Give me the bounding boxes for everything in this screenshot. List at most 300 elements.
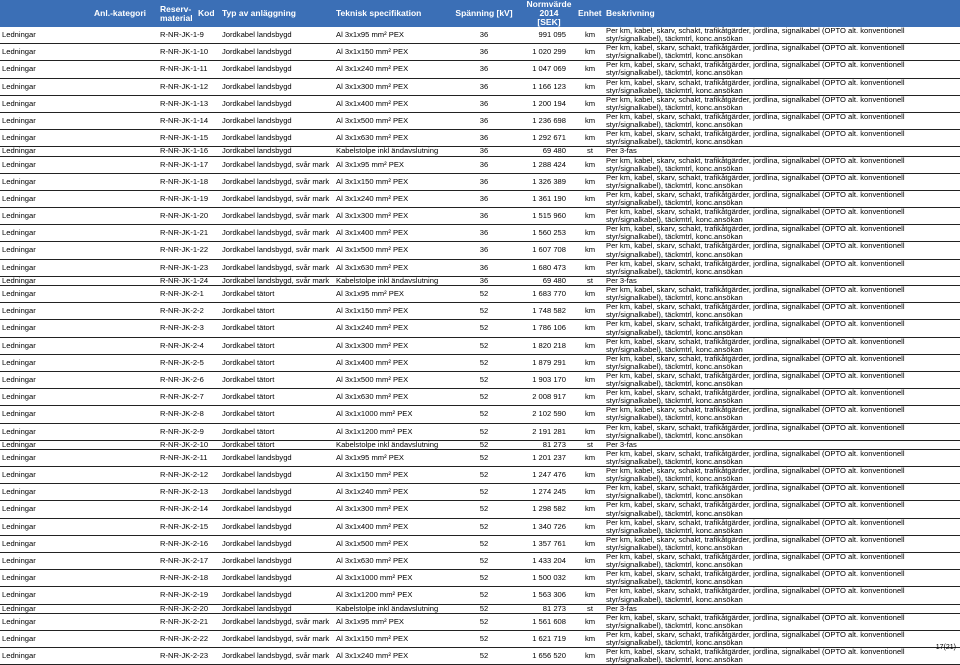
table-row xyxy=(0,570,960,587)
cell-kategori: Ledningar xyxy=(0,147,158,156)
cell-enhet: km xyxy=(576,631,604,648)
cell-kategori: Ledningar xyxy=(0,423,158,440)
cell-spec: Al 3x1x150 mm² PEX xyxy=(334,303,446,320)
cell-typ: Jordkabel landsbygd, svår mark xyxy=(220,225,334,242)
cell-typ: Jordkabel landsbygd, svår mark xyxy=(220,242,334,259)
cell-spanning: 52 xyxy=(446,631,522,648)
cell-spec: Al 3x1x300 mm² PEX xyxy=(334,501,446,518)
cell-kod: R-NR-JK-2-7 xyxy=(158,389,220,406)
cell-spec: Kabelstolpe inkl ändavslutning xyxy=(334,147,446,156)
cell-enhet: km xyxy=(576,225,604,242)
cell-spec: Al 3x1x630 mm² PEX xyxy=(334,130,446,147)
cell-spec: Al 3x1x240 mm² PEX xyxy=(334,61,446,78)
cell-kategori: Ledningar xyxy=(0,173,158,190)
cell-typ: Jordkabel landsbygd xyxy=(220,518,334,535)
cell-kod: R-NR-JK-1-20 xyxy=(158,208,220,225)
cell-kod: R-NR-JK-2-5 xyxy=(158,354,220,371)
cell-enhet: km xyxy=(576,27,604,44)
cell-typ: Jordkabel landsbygd, svår mark xyxy=(220,276,334,285)
table-row xyxy=(0,259,960,276)
cell-normvarde: 81 273 xyxy=(522,604,576,613)
header-anl-kategori: Anl.-kategori xyxy=(0,0,158,27)
table-row xyxy=(0,354,960,371)
cell-spanning: 52 xyxy=(446,535,522,552)
cell-spec: Kabelstolpe inkl ändavslutning xyxy=(334,440,446,449)
cell-beskrivning: Per km, kabel, skarv, schakt, trafikåtgärder, jordlina, signalkabel (OPTO alt. konventionell styr/signalkabel), täckmtrl, konc.ansökan xyxy=(604,173,960,190)
cell-beskrivning: Per 3-fas xyxy=(604,440,960,449)
cell-spec: Al 3x1x95 mm² PEX xyxy=(334,449,446,466)
cell-normvarde: 1 656 520 xyxy=(522,648,576,665)
cell-normvarde: 1 786 106 xyxy=(522,320,576,337)
cell-normvarde: 81 273 xyxy=(522,440,576,449)
cell-kod: R-NR-JK-1-15 xyxy=(158,130,220,147)
cell-typ: Jordkabel landsbygd, svår mark xyxy=(220,208,334,225)
cell-enhet: km xyxy=(576,423,604,440)
cell-normvarde: 1 020 299 xyxy=(522,44,576,61)
cell-spec: Al 3x1x150 mm² PEX xyxy=(334,44,446,61)
cell-spanning: 52 xyxy=(446,449,522,466)
cell-enhet: km xyxy=(576,286,604,303)
cell-normvarde: 1 200 194 xyxy=(522,95,576,112)
cell-kod: R-NR-JK-2-23 xyxy=(158,648,220,665)
cell-beskrivning: Per km, kabel, skarv, schakt, trafikåtgärder, jordlina, signalkabel (OPTO alt. konventionell styr/signalkabel), täckmtrl, konc.ansökan xyxy=(604,587,960,604)
cell-enhet: km xyxy=(576,484,604,501)
cell-kod: R-NR-JK-1-12 xyxy=(158,78,220,95)
cell-spanning: 52 xyxy=(446,518,522,535)
cell-normvarde: 1 047 069 xyxy=(522,61,576,78)
cell-typ: Jordkabel tätort xyxy=(220,371,334,388)
cell-normvarde: 1 433 204 xyxy=(522,553,576,570)
cell-enhet: st xyxy=(576,276,604,285)
cell-normvarde: 1 288 424 xyxy=(522,156,576,173)
header-row xyxy=(0,0,960,27)
cell-enhet: km xyxy=(576,112,604,129)
cell-spanning: 52 xyxy=(446,570,522,587)
cell-kod: R-NR-JK-2-15 xyxy=(158,518,220,535)
cell-spec: Al 3x1x500 mm² PEX xyxy=(334,112,446,129)
cell-typ: Jordkabel tätort xyxy=(220,389,334,406)
cell-spec: Al 3x1x1200 mm² PEX xyxy=(334,587,446,604)
cell-spec: Al 3x1x240 mm² PEX xyxy=(334,190,446,207)
table-row xyxy=(0,371,960,388)
table-row xyxy=(0,501,960,518)
cell-spanning: 36 xyxy=(446,44,522,61)
cell-beskrivning: Per km, kabel, skarv, schakt, trafikåtgärder, jordlina, signalkabel (OPTO alt. konventionell styr/signalkabel), täckmtrl, konc.ansökan xyxy=(604,259,960,276)
cell-normvarde: 1 683 770 xyxy=(522,286,576,303)
cell-spanning: 52 xyxy=(446,286,522,303)
header-spanning: Spänning [kV] xyxy=(446,0,522,27)
cell-enhet: km xyxy=(576,130,604,147)
cell-normvarde: 1 903 170 xyxy=(522,371,576,388)
cell-spec: Al 3x1x150 mm² PEX xyxy=(334,467,446,484)
table-row xyxy=(0,484,960,501)
cell-spec: Al 3x1x400 mm² PEX xyxy=(334,95,446,112)
cell-kategori: Ledningar xyxy=(0,61,158,78)
cell-normvarde: 1 166 123 xyxy=(522,78,576,95)
cell-spec: Al 3x1x1200 mm² PEX xyxy=(334,423,446,440)
cell-typ: Jordkabel tätort xyxy=(220,423,334,440)
cell-kategori: Ledningar xyxy=(0,320,158,337)
cell-typ: Jordkabel landsbygd, svår mark xyxy=(220,613,334,630)
cell-kod: R-NR-JK-2-11 xyxy=(158,449,220,466)
cell-enhet: km xyxy=(576,259,604,276)
table-row xyxy=(0,276,960,285)
cell-normvarde: 1 748 582 xyxy=(522,303,576,320)
cell-typ: Jordkabel landsbygd xyxy=(220,147,334,156)
cell-typ: Jordkabel landsbygd xyxy=(220,467,334,484)
cell-spec: Al 3x1x630 mm² PEX xyxy=(334,389,446,406)
table-row xyxy=(0,320,960,337)
cell-typ: Jordkabel landsbygd, svår mark xyxy=(220,156,334,173)
cell-typ: Jordkabel landsbygd xyxy=(220,27,334,44)
cell-kod: R-NR-JK-2-4 xyxy=(158,337,220,354)
cell-enhet: km xyxy=(576,78,604,95)
cell-kod: R-NR-JK-1-13 xyxy=(158,95,220,112)
cell-typ: Jordkabel landsbygd xyxy=(220,570,334,587)
cell-beskrivning: Per km, kabel, skarv, schakt, trafikåtgärder, jordlina, signalkabel (OPTO alt. konventionell styr/signalkabel), täckmtrl, konc.ansökan xyxy=(604,27,960,44)
cell-typ: Jordkabel landsbygd xyxy=(220,61,334,78)
cell-spanning: 36 xyxy=(446,61,522,78)
cell-kod: R-NR-JK-1-16 xyxy=(158,147,220,156)
cell-spanning: 52 xyxy=(446,423,522,440)
cell-kod: R-NR-JK-1-23 xyxy=(158,259,220,276)
cell-enhet: km xyxy=(576,406,604,423)
cell-beskrivning: Per 3-fas xyxy=(604,147,960,156)
cell-beskrivning: Per km, kabel, skarv, schakt, trafikåtgärder, jordlina, signalkabel (OPTO alt. konventionell styr/signalkabel), täckmtrl, konc.ansökan xyxy=(604,78,960,95)
cell-kod: R-NR-JK-2-16 xyxy=(158,535,220,552)
table-row xyxy=(0,648,960,665)
cell-kod: R-NR-JK-1-10 xyxy=(158,44,220,61)
table-row xyxy=(0,286,960,303)
cell-kod: R-NR-JK-1-17 xyxy=(158,156,220,173)
cell-typ: Jordkabel landsbygd, svår mark xyxy=(220,648,334,665)
cell-spanning: 36 xyxy=(446,242,522,259)
cell-normvarde: 2 191 281 xyxy=(522,423,576,440)
cell-typ: Jordkabel landsbygd xyxy=(220,95,334,112)
cell-beskrivning: Per km, kabel, skarv, schakt, trafikåtgärder, jordlina, signalkabel (OPTO alt. konventionell styr/signalkabel), täckmtrl, konc.ansökan xyxy=(604,449,960,466)
cell-kod: R-NR-JK-2-1 xyxy=(158,286,220,303)
cell-spec: Al 3x1x150 mm² PEX xyxy=(334,631,446,648)
cell-kategori: Ledningar xyxy=(0,27,158,44)
cell-spec: Al 3x1x240 mm² PEX xyxy=(334,648,446,665)
table-row xyxy=(0,406,960,423)
table-row xyxy=(0,27,960,44)
cell-beskrivning: Per km, kabel, skarv, schakt, trafikåtgärder, jordlina, signalkabel (OPTO alt. konventionell styr/signalkabel), täckmtrl, konc.ansökan xyxy=(604,371,960,388)
cell-kategori: Ledningar xyxy=(0,208,158,225)
cell-spec: Al 3x1x400 mm² PEX xyxy=(334,225,446,242)
cell-beskrivning: Per km, kabel, skarv, schakt, trafikåtgärder, jordlina, signalkabel (OPTO alt. konventionell styr/signalkabel), täckmtrl, konc.ansökan xyxy=(604,354,960,371)
cell-kategori: Ledningar xyxy=(0,570,158,587)
header-beskrivning: Beskrivning xyxy=(604,0,960,27)
header-reserv-material: Reserv- material xyxy=(160,3,193,23)
cell-typ: Jordkabel landsbygd xyxy=(220,484,334,501)
cell-beskrivning: Per km, kabel, skarv, schakt, trafikåtgärder, jordlina, signalkabel (OPTO alt. konventionell styr/signalkabel), täckmtrl, konc.ansökan xyxy=(604,467,960,484)
table-row xyxy=(0,156,960,173)
cell-enhet: km xyxy=(576,535,604,552)
cell-normvarde: 1 560 253 xyxy=(522,225,576,242)
table-row xyxy=(0,449,960,466)
cell-beskrivning: Per km, kabel, skarv, schakt, trafikåtgärder, jordlina, signalkabel (OPTO alt. konventionell styr/signalkabel), täckmtrl, konc.ansökan xyxy=(604,648,960,665)
cell-enhet: km xyxy=(576,613,604,630)
table-row xyxy=(0,173,960,190)
cell-enhet: km xyxy=(576,371,604,388)
header-teknisk: Teknisk specifikation xyxy=(334,0,446,27)
cell-normvarde: 1 201 237 xyxy=(522,449,576,466)
cell-enhet: km xyxy=(576,648,604,665)
cell-spanning: 52 xyxy=(446,406,522,423)
cell-spec: Al 3x1x400 mm² PEX xyxy=(334,518,446,535)
cell-enhet: km xyxy=(576,389,604,406)
cell-kod: R-NR-JK-2-18 xyxy=(158,570,220,587)
cell-spec: Al 3x1x95 mm² PEX xyxy=(334,286,446,303)
cell-kod: R-NR-JK-1-11 xyxy=(158,61,220,78)
cell-kategori: Ledningar xyxy=(0,613,158,630)
cell-enhet: km xyxy=(576,61,604,78)
cell-beskrivning: Per km, kabel, skarv, schakt, trafikåtgärder, jordlina, signalkabel (OPTO alt. konventionell styr/signalkabel), täckmtrl, konc.ansökan xyxy=(604,303,960,320)
cell-kategori: Ledningar xyxy=(0,648,158,665)
cell-kategori: Ledningar xyxy=(0,78,158,95)
cell-kategori: Ledningar xyxy=(0,518,158,535)
cell-spanning: 36 xyxy=(446,276,522,285)
cell-enhet: km xyxy=(576,449,604,466)
cell-kategori: Ledningar xyxy=(0,535,158,552)
table-row xyxy=(0,553,960,570)
cell-beskrivning: Per km, kabel, skarv, schakt, trafikåtgärder, jordlina, signalkabel (OPTO alt. konventionell styr/signalkabel), täckmtrl, konc.ansökan xyxy=(604,631,960,648)
cell-beskrivning: Per km, kabel, skarv, schakt, trafikåtgärder, jordlina, signalkabel (OPTO alt. konventionell styr/signalkabel), täckmtrl, konc.ansökan xyxy=(604,553,960,570)
cell-beskrivning: Per 3-fas xyxy=(604,276,960,285)
cell-beskrivning: Per km, kabel, skarv, schakt, trafikåtgärder, jordlina, signalkabel (OPTO alt. konventionell styr/signalkabel), täckmtrl, konc.ansökan xyxy=(604,225,960,242)
cell-normvarde: 1 361 190 xyxy=(522,190,576,207)
cell-typ: Jordkabel landsbygd xyxy=(220,44,334,61)
cell-enhet: km xyxy=(576,320,604,337)
cell-beskrivning: Per km, kabel, skarv, schakt, trafikåtgärder, jordlina, signalkabel (OPTO alt. konventionell styr/signalkabel), täckmtrl, konc.ansökan xyxy=(604,242,960,259)
cell-beskrivning: Per km, kabel, skarv, schakt, trafikåtgärder, jordlina, signalkabel (OPTO alt. konventionell styr/signalkabel), täckmtrl, konc.ansökan xyxy=(604,208,960,225)
cell-enhet: km xyxy=(576,501,604,518)
cell-beskrivning: Per km, kabel, skarv, schakt, trafikåtgärder, jordlina, signalkabel (OPTO alt. konventionell styr/signalkabel), täckmtrl, konc.ansökan xyxy=(604,61,960,78)
cell-enhet: km xyxy=(576,553,604,570)
cell-kategori: Ledningar xyxy=(0,242,158,259)
cell-spec: Al 3x1x95 mm² PEX xyxy=(334,613,446,630)
cell-spanning: 52 xyxy=(446,320,522,337)
cell-kod: R-NR-JK-2-22 xyxy=(158,631,220,648)
cell-typ: Jordkabel landsbygd xyxy=(220,78,334,95)
cell-spanning: 52 xyxy=(446,467,522,484)
cell-spanning: 36 xyxy=(446,156,522,173)
cell-normvarde: 1 247 476 xyxy=(522,467,576,484)
cell-normvarde: 2 008 917 xyxy=(522,389,576,406)
cell-kod: R-NR-JK-2-14 xyxy=(158,501,220,518)
cell-spanning: 52 xyxy=(446,604,522,613)
cell-beskrivning: Per km, kabel, skarv, schakt, trafikåtgärder, jordlina, signalkabel (OPTO alt. konventionell styr/signalkabel), täckmtrl, konc.ansökan xyxy=(604,570,960,587)
cell-kategori: Ledningar xyxy=(0,604,158,613)
cell-beskrivning: Per km, kabel, skarv, schakt, trafikåtgärder, jordlina, signalkabel (OPTO alt. konventionell styr/signalkabel), täckmtrl, konc.ansökan xyxy=(604,286,960,303)
cell-kod: R-NR-JK-1-18 xyxy=(158,173,220,190)
cell-typ: Jordkabel landsbygd xyxy=(220,535,334,552)
cell-kategori: Ledningar xyxy=(0,406,158,423)
table-row xyxy=(0,95,960,112)
cell-kategori: Ledningar xyxy=(0,631,158,648)
cell-kategori: Ledningar xyxy=(0,276,158,285)
cell-spanning: 36 xyxy=(446,173,522,190)
cell-beskrivning: Per km, kabel, skarv, schakt, trafikåtgärder, jordlina, signalkabel (OPTO alt. konventionell styr/signalkabel), täckmtrl, konc.ansökan xyxy=(604,423,960,440)
cell-typ: Jordkabel landsbygd xyxy=(220,130,334,147)
cell-enhet: km xyxy=(576,587,604,604)
cell-enhet: km xyxy=(576,303,604,320)
cell-normvarde: 1 621 719 xyxy=(522,631,576,648)
cell-spanning: 36 xyxy=(446,78,522,95)
cell-enhet: km xyxy=(576,173,604,190)
table-row xyxy=(0,303,960,320)
table-row xyxy=(0,423,960,440)
cell-normvarde: 1 298 582 xyxy=(522,501,576,518)
cell-kategori: Ledningar xyxy=(0,44,158,61)
cell-enhet: st xyxy=(576,147,604,156)
cell-kategori: Ledningar xyxy=(0,225,158,242)
cell-spanning: 52 xyxy=(446,484,522,501)
cell-typ: Jordkabel tätort xyxy=(220,440,334,449)
cell-beskrivning: Per km, kabel, skarv, schakt, trafikåtgärder, jordlina, signalkabel (OPTO alt. konventionell styr/signalkabel), täckmtrl, konc.ansökan xyxy=(604,337,960,354)
cell-beskrivning: Per km, kabel, skarv, schakt, trafikåtgärder, jordlina, signalkabel (OPTO alt. konventionell styr/signalkabel), täckmtrl, konc.ansökan xyxy=(604,501,960,518)
cell-typ: Jordkabel tätort xyxy=(220,337,334,354)
cell-typ: Jordkabel landsbygd xyxy=(220,587,334,604)
cell-enhet: km xyxy=(576,44,604,61)
cell-kod: R-NR-JK-1-19 xyxy=(158,190,220,207)
cell-kod: R-NR-JK-1-14 xyxy=(158,112,220,129)
cell-enhet: km xyxy=(576,242,604,259)
table-row xyxy=(0,130,960,147)
cell-spanning: 36 xyxy=(446,208,522,225)
cell-kod: R-NR-JK-2-8 xyxy=(158,406,220,423)
cell-typ: Jordkabel landsbygd, svår mark xyxy=(220,259,334,276)
cell-kategori: Ledningar xyxy=(0,286,158,303)
cell-kategori: Ledningar xyxy=(0,449,158,466)
cell-beskrivning: Per km, kabel, skarv, schakt, trafikåtgärder, jordlina, signalkabel (OPTO alt. konventionell styr/signalkabel), täckmtrl, konc.ansökan xyxy=(604,518,960,535)
cell-spanning: 52 xyxy=(446,648,522,665)
cell-spanning: 52 xyxy=(446,337,522,354)
cell-spec: Al 3x1x400 mm² PEX xyxy=(334,354,446,371)
table-row xyxy=(0,467,960,484)
cell-kategori: Ledningar xyxy=(0,501,158,518)
cell-kategori: Ledningar xyxy=(0,587,158,604)
cell-enhet: km xyxy=(576,518,604,535)
cell-spec: Al 3x1x300 mm² PEX xyxy=(334,208,446,225)
cell-normvarde: 69 480 xyxy=(522,147,576,156)
cell-spanning: 52 xyxy=(446,303,522,320)
cell-normvarde: 1 515 960 xyxy=(522,208,576,225)
cell-spanning: 36 xyxy=(446,225,522,242)
cell-spanning: 52 xyxy=(446,587,522,604)
cell-typ: Jordkabel landsbygd xyxy=(220,112,334,129)
cell-kategori: Ledningar xyxy=(0,371,158,388)
cell-normvarde: 1 680 473 xyxy=(522,259,576,276)
cell-kod: R-NR-JK-1-9 xyxy=(158,27,220,44)
cell-typ: Jordkabel tätort xyxy=(220,406,334,423)
header-reserv-kod xyxy=(158,0,220,27)
cell-typ: Jordkabel tätort xyxy=(220,286,334,303)
cell-enhet: st xyxy=(576,604,604,613)
header-enhet: Enhet xyxy=(576,0,604,27)
cell-kod: R-NR-JK-1-22 xyxy=(158,242,220,259)
cell-kategori: Ledningar xyxy=(0,303,158,320)
cell-spanning: 52 xyxy=(446,440,522,449)
cell-kategori: Ledningar xyxy=(0,337,158,354)
cell-spec: Al 3x1x500 mm² PEX xyxy=(334,371,446,388)
cell-kategori: Ledningar xyxy=(0,156,158,173)
cell-typ: Jordkabel landsbygd xyxy=(220,604,334,613)
cell-spec: Al 3x1x95 mm² PEX xyxy=(334,156,446,173)
table-row xyxy=(0,78,960,95)
cell-typ: Jordkabel landsbygd xyxy=(220,449,334,466)
cell-spanning: 36 xyxy=(446,259,522,276)
cell-spec: Al 3x1x300 mm² PEX xyxy=(334,337,446,354)
cell-kod: R-NR-JK-1-24 xyxy=(158,276,220,285)
cell-kod: R-NR-JK-2-10 xyxy=(158,440,220,449)
cell-spanning: 36 xyxy=(446,147,522,156)
cell-spec: Al 3x1x630 mm² PEX xyxy=(334,553,446,570)
cell-kategori: Ledningar xyxy=(0,95,158,112)
cell-normvarde: 1 340 726 xyxy=(522,518,576,535)
table-row xyxy=(0,208,960,225)
cell-beskrivning: Per km, kabel, skarv, schakt, trafikåtgärder, jordlina, signalkabel (OPTO alt. konventionell styr/signalkabel), täckmtrl, konc.ansökan xyxy=(604,406,960,423)
cell-spanning: 36 xyxy=(446,190,522,207)
cell-beskrivning: Per km, kabel, skarv, schakt, trafikåtgärder, jordlina, signalkabel (OPTO alt. konventionell styr/signalkabel), täckmtrl, konc.ansökan xyxy=(604,156,960,173)
table-row xyxy=(0,604,960,613)
cell-typ: Jordkabel landsbygd, svår mark xyxy=(220,173,334,190)
table-row xyxy=(0,518,960,535)
cell-spanning: 36 xyxy=(446,95,522,112)
cell-spec: Al 3x1x150 mm² PEX xyxy=(334,173,446,190)
cell-normvarde: 1 820 218 xyxy=(522,337,576,354)
cell-kod: R-NR-JK-2-20 xyxy=(158,604,220,613)
cell-beskrivning: Per km, kabel, skarv, schakt, trafikåtgärder, jordlina, signalkabel (OPTO alt. konventionell styr/signalkabel), täckmtrl, konc.ansökan xyxy=(604,484,960,501)
table-row xyxy=(0,631,960,648)
table-row xyxy=(0,587,960,604)
cell-normvarde: 1 563 306 xyxy=(522,587,576,604)
table-row xyxy=(0,225,960,242)
cell-spanning: 36 xyxy=(446,112,522,129)
cell-beskrivning: Per km, kabel, skarv, schakt, trafikåtgärder, jordlina, signalkabel (OPTO alt. konventionell styr/signalkabel), täckmtrl, konc.ansökan xyxy=(604,44,960,61)
cell-enhet: km xyxy=(576,190,604,207)
table-row xyxy=(0,242,960,259)
cell-spanning: 52 xyxy=(446,501,522,518)
cell-normvarde: 2 102 590 xyxy=(522,406,576,423)
table-row xyxy=(0,535,960,552)
cell-kategori: Ledningar xyxy=(0,190,158,207)
table-row xyxy=(0,190,960,207)
cell-beskrivning: Per km, kabel, skarv, schakt, trafikåtgärder, jordlina, signalkabel (OPTO alt. konventionell styr/signalkabel), täckmtrl, konc.ansökan xyxy=(604,95,960,112)
cell-spec: Kabelstolpe inkl ändavslutning xyxy=(334,604,446,613)
table-row xyxy=(0,112,960,129)
cell-kod: R-NR-JK-1-21 xyxy=(158,225,220,242)
cell-kod: R-NR-JK-2-12 xyxy=(158,467,220,484)
header-typ: Typ av anläggning xyxy=(220,0,334,27)
page-number: 17(21) xyxy=(935,644,956,651)
table-row xyxy=(0,147,960,156)
cell-kategori: Ledningar xyxy=(0,467,158,484)
cell-typ: Jordkabel landsbygd, svår mark xyxy=(220,190,334,207)
cell-spec: Al 3x1x1000 mm² PEX xyxy=(334,406,446,423)
cell-kategori: Ledningar xyxy=(0,484,158,501)
cell-spanning: 52 xyxy=(446,553,522,570)
cell-spec: Al 3x1x240 mm² PEX xyxy=(334,484,446,501)
cell-enhet: km xyxy=(576,156,604,173)
cell-kod: R-NR-JK-2-21 xyxy=(158,613,220,630)
cell-kod: R-NR-JK-2-9 xyxy=(158,423,220,440)
table-row xyxy=(0,440,960,449)
cell-beskrivning: Per km, kabel, skarv, schakt, trafikåtgärder, jordlina, signalkabel (OPTO alt. konventionell styr/signalkabel), täckmtrl, konc.ansökan xyxy=(604,535,960,552)
cell-typ: Jordkabel tätort xyxy=(220,320,334,337)
cell-spec: Al 3x1x500 mm² PEX xyxy=(334,535,446,552)
